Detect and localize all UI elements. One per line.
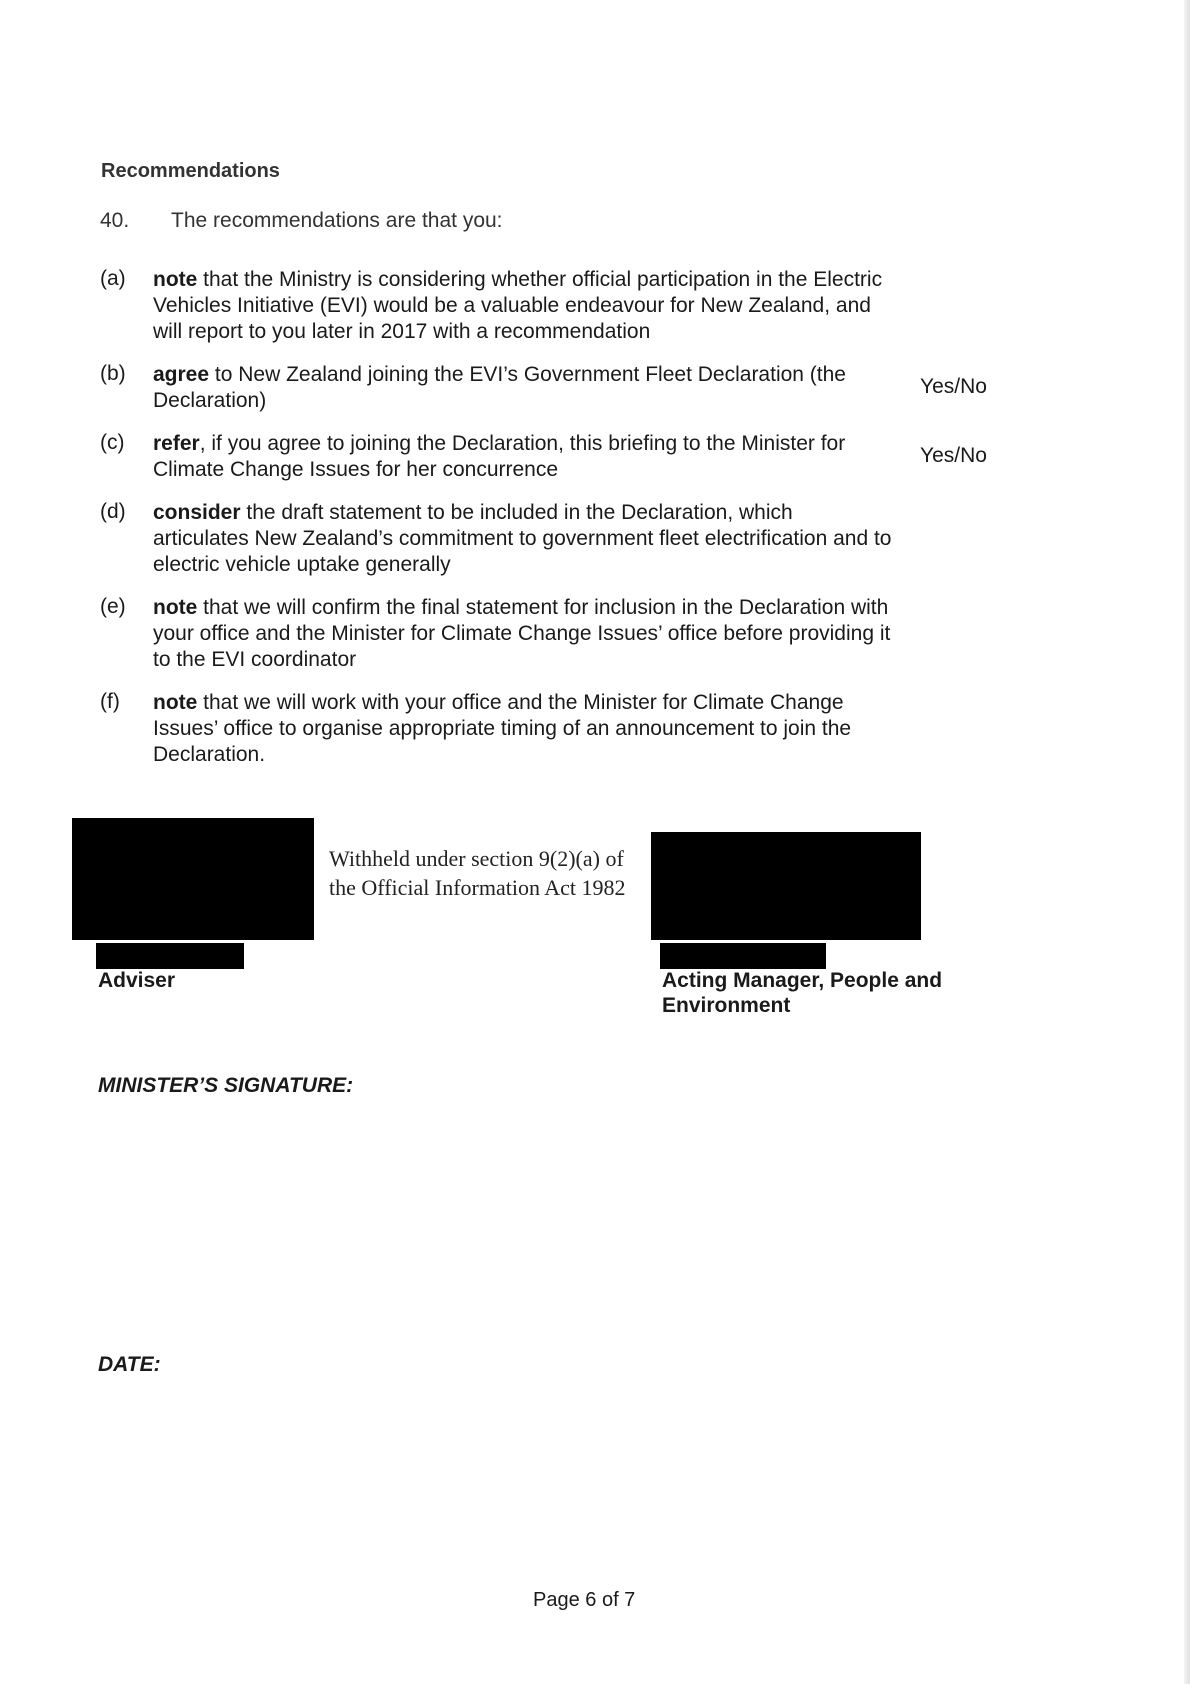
recommendation-label: (c) <box>100 431 125 454</box>
recommendation-text <box>153 362 893 414</box>
recommendation-verb: note <box>153 596 198 619</box>
recommendation-body: that we will work with your office and the Minister for Climate Change Issues’ office to organise appropriate timing of an announcement to join the Declaration. <box>153 691 852 766</box>
recommendation-body: the draft statement to be included in the Declaration, which articulates New Zealand’s commitment to government fleet electrification and to electric vehicle uptake generally <box>153 501 892 576</box>
recommendation-verb: agree <box>153 363 210 386</box>
redacted-signature-left <box>72 818 314 940</box>
withheld-notice: Withheld under section 9(2)(a) of the Official Information Act 1982 <box>329 846 626 900</box>
recommendation-label: (a) <box>100 267 126 290</box>
recommendation-label: (d) <box>100 500 126 523</box>
page-edge-shadow <box>1184 0 1190 1684</box>
paragraph-number: 40. <box>100 209 130 232</box>
recommendation-label: (f) <box>100 690 120 713</box>
date-label: DATE: <box>98 1353 161 1376</box>
recommendation-text <box>153 690 893 768</box>
recommendation-label: (b) <box>100 362 126 385</box>
adviser-title: Adviser <box>98 969 176 992</box>
redacted-name-left <box>96 943 244 969</box>
recommendation-text <box>153 595 893 673</box>
recommendation-label: (e) <box>100 595 126 618</box>
recommendation-verb: refer <box>153 432 200 455</box>
yes-no-response: Yes/No <box>920 375 987 398</box>
page-number: Page 6 of 7 <box>533 1589 636 1611</box>
minister-signature-label: MINISTER’S SIGNATURE: <box>98 1074 354 1097</box>
recommendation-verb: note <box>153 691 198 714</box>
yes-no-response: Yes/No <box>920 444 987 467</box>
recommendation-body: that the Ministry is considering whether official participation in the Electric Vehicles Initiative (EVI) would be a valuable endeavour for New Zealand, and will report to you later in 2017 with a recommendation <box>153 268 883 343</box>
section-heading: Recommendations <box>101 160 280 182</box>
redacted-signature-right <box>651 832 921 940</box>
recommendation-text <box>153 267 893 345</box>
recommendation-body: to New Zealand joining the EVI’s Government Fleet Declaration (the Declaration) <box>153 363 846 412</box>
recommendation-text <box>153 431 893 483</box>
recommendation-verb: note <box>153 268 198 291</box>
recommendation-text <box>153 500 893 578</box>
acting-manager-title: Acting Manager, People and Environment <box>662 969 943 1017</box>
redacted-name-right <box>660 943 826 969</box>
paragraph-intro: The recommendations are that you: <box>171 209 503 232</box>
recommendation-verb: consider <box>153 501 241 524</box>
recommendation-body: that we will confirm the final statement for inclusion in the Declaration with your office and the Minister for Climate Change Issues’ office before providing it to the EVI coordinator <box>153 596 891 671</box>
recommendation-body: , if you agree to joining the Declaration, this briefing to the Minister for Climate Change Issues for her concurrence <box>153 432 846 481</box>
